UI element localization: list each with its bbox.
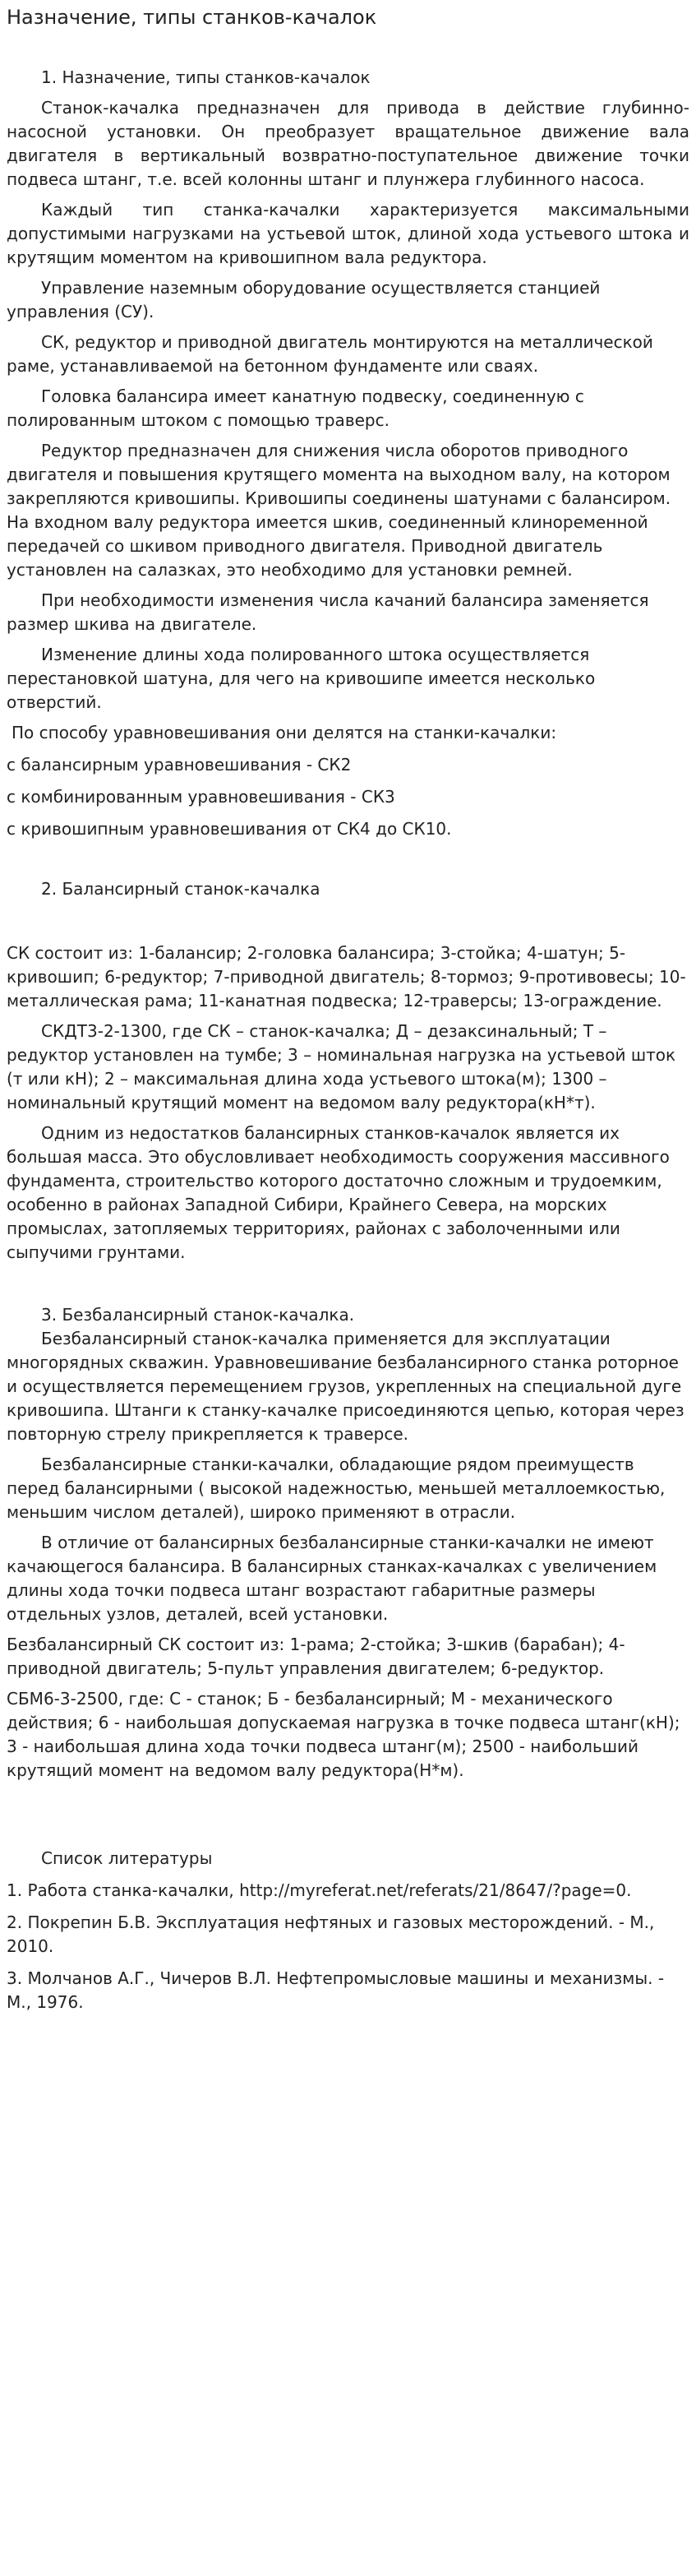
- reference-item: 1. Работа станка-качалки, http://myreferat.net/referats/21/8647/?page=0.: [7, 1880, 632, 1900]
- list-item: с комбинированным уравновешивания - СК3: [7, 787, 395, 807]
- section-1-heading: 1. Назначение, типы станков-качалок: [41, 67, 371, 87]
- paragraph: СКДТ3-2-1300, где СК – станок-качалка; Д – дезаксинальный; Т – редуктор установлен на тумбе; 3 – номинальная нагрузка на устьевой шток (т или кН); 2 – максимальная длина хода устьевого штока(м); 1300 – номинальный крутящий момент на ведомом валу редуктора(кН*т).: [7, 1021, 676, 1112]
- paragraph: Каждый тип станка-качалки характеризуется максимальными допустимыми нагрузками на устьевой шток, длиной хода устьевого штока и крутящим моментом на кривошипном вала редуктора.: [7, 200, 689, 267]
- reference-item: 2. Покрепин Б.В. Эксплуатация нефтяных и газовых месторождений. - М., 2010.: [7, 1912, 655, 1956]
- spacer: [7, 849, 689, 877]
- paragraph: Редуктор предназначен для снижения числа оборотов приводного двигателя и повышения крутящего момента на выходном валу, на котором закрепляются кривошипы. Кривошипы соединены шатунами с балансиром. На входном валу редуктора имеется шкив, соединенный клиноременной передачей со шкивом приводного двигателя. Приводной двигатель установлен на салазках, это необходимо для установки ремней.: [7, 441, 671, 580]
- paragraph: При необходимости изменения числа качаний балансира заменяется размер шкива на двигателе.: [7, 590, 649, 634]
- section-2-heading: 2. Балансирный станок-качалка: [41, 879, 320, 899]
- paragraph: Станок-качалка предназначен для привода в действие глубинно-насосной установки. Он преобразует вращательное движение вала двигателя в вертикальный возвратно-поступательное движение точки подвеса штанг, т.е. всей колонны штанг и плунжера глубинного насоса.: [7, 98, 689, 189]
- paragraph: Управление наземным оборудование осуществляется станцией управления (СУ).: [7, 278, 601, 321]
- paragraph: По способу уравновешивания они делятся на станки-качалки:: [12, 723, 557, 742]
- page-title: Назначение, типы станков-качалок: [7, 6, 377, 29]
- paragraph: Безбалансирные станки-качалки, обладающие рядом преимуществ перед балансирными ( высокой надежностью, меньшей металлоемкостью, меньшим числом деталей), широко применяют в отрасли.: [7, 1454, 666, 1522]
- spacer: [7, 1271, 689, 1303]
- paragraph: Головка балансира имеет канатную подвеску, соединенную с полированным штоком с помощью траверс.: [7, 386, 584, 430]
- spacer: [7, 30, 689, 66]
- reference-item: 3. Молчанов А.Г., Чичеров В.Л. Нефтепромысловые машины и механизмы. - М., 1976.: [7, 1968, 665, 2012]
- list-item: с балансирным уравновешивания - СК2: [7, 755, 352, 775]
- paragraph: Изменение длины хода полированного штока осуществляется перестановкой шатуна, для чего на кривошипе имеется несколько отверстий.: [7, 645, 596, 712]
- spacer: [7, 1789, 689, 1847]
- paragraph: Безбалансирный станок-качалка применяется для эксплуатации многорядных скважин. Уравновешивание безбалансирного станка роторное и осуществляется перемещением грузов, укрепленных на специальной дуге кривошипа. Штанги к станку-качалке присоединяются цепью, которая через повторную стрелу прикрепляется к траверсе.: [7, 1329, 684, 1444]
- paragraph: Одним из недостатков балансирных станков-качалок является их большая масса. Это обусловливает необходимость сооружения массивного фундамента, строительство которого достаточно сложным и трудоемким, особенно в районах Западной Сибири, Крайнего Севера, на морских промыслах, затопляемых территориях, районах с заболоченными или сыпучими грунтами.: [7, 1123, 670, 1262]
- list-item: с кривошипным уравновешивания от СК4 до СК10.: [7, 819, 452, 839]
- paragraph: Безбалансирный СК состоит из: 1-рама; 2-стойка; 3-шкив (барабан); 4-приводной двигатель; 5-пульт управления двигателем; 6-редуктор.: [7, 1635, 625, 1678]
- paragraph: СБМ6-3-2500, где: С - станок; Б - безбалансирный; М - механического действия; 6 - наибольшая допускаемая нагрузка в точке подвеса штанг(кН); 3 - наибольшая длина хода точки подвеса штанг(м); 2500 - наибольший крутящий момент на ведомом валу редуктора(Н*м).: [7, 1689, 680, 1780]
- references-heading: Список литературы: [41, 1848, 213, 1868]
- document-page: [0, 5, 696, 2014]
- paragraph: СК, редуктор и приводной двигатель монтируются на металлической раме, устанавливаемой на бетонном фундаменте или сваях.: [7, 332, 653, 376]
- spacer: [7, 901, 689, 941]
- section-3-heading: 3. Безбалансирный станок-качалка.: [41, 1305, 355, 1325]
- paragraph: В отличие от балансирных безбалансирные станки-качалки не имеют качающегося балансира. В балансирных станках-качалках с увеличением длины хода точки подвеса штанг возрастают габаритные размеры отдельных узлов, деталей, всей установки.: [7, 1533, 657, 1624]
- paragraph: СК состоит из: 1-балансир; 2-головка балансира; 3-стойка; 4-шатун; 5-кривошип; 6-редуктор; 7-приводной двигатель; 8-тормоз; 9-противовесы; 10-металлическая рама; 11-канатная подвеска; 12-траверсы; 13-ограждение.: [7, 943, 686, 1011]
